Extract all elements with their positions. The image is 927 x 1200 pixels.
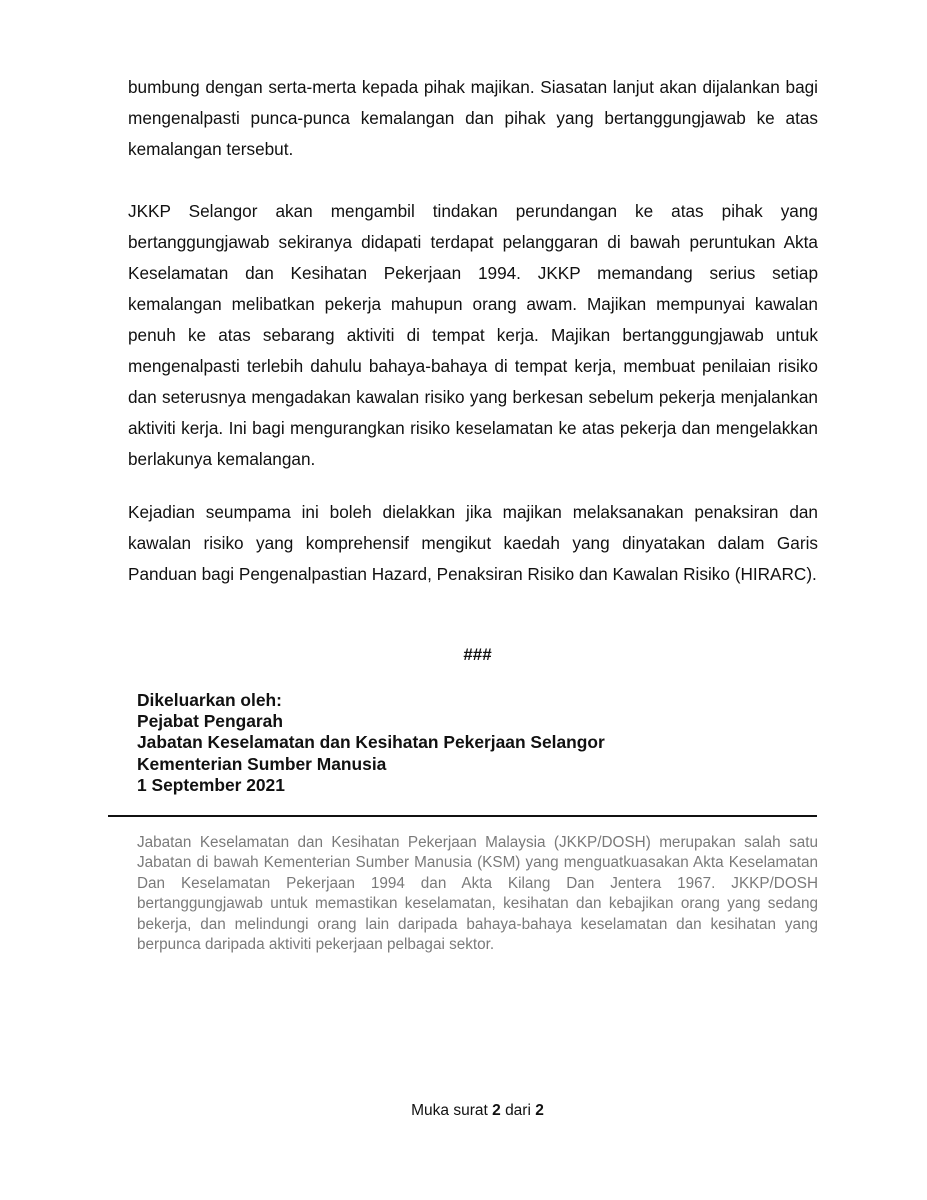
issuer-department: Jabatan Keselamatan dan Kesihatan Pekerjaan Selangor bbox=[137, 732, 605, 753]
section-divider bbox=[108, 815, 817, 817]
page-number-footer bbox=[0, 1102, 927, 1120]
issuer-label: Dikeluarkan oleh: bbox=[137, 690, 282, 710]
issue-date: 1 September 2021 bbox=[137, 774, 285, 795]
body-paragraph-2: JKKP Selangor akan mengambil tindakan perundangan ke atas pihak yang bertanggungjawab sekiranya didapati terdapat pelanggaran di bawah peruntukan Akta Keselamatan dan Kesihatan Pekerjaan 1994. JKKP memandang serius setiap kemalangan melibatkan pekerja mahupun orang awam. Majikan mempunyai kawalan penuh ke atas sebarang aktiviti di tempat kerja. Majikan bertanggungjawab untuk mengenalpasti terlebih dahulu bahaya-bahaya di tempat kerja, membuat penilaian risiko dan seterusnya mengadakan kawalan risiko yang berkesan sebelum pekerja menjalankan aktiviti kerja. Ini bagi mengurangkan risiko keselamatan ke atas pekerja dan mengelakkan berlakunya kemalangan. bbox=[128, 201, 818, 469]
issuer-block bbox=[137, 690, 817, 796]
issuer-ministry: Kementerian Sumber Manusia bbox=[137, 753, 387, 774]
body-paragraph-1: bumbung dengan serta-merta kepada pihak majikan. Siasatan lanjut akan dijalankan bagi mengenalpasti punca-punca kemalangan dan pihak yang bertanggungjawab ke atas kemalangan tersebut. bbox=[128, 77, 818, 159]
about-dosh-paragraph: Jabatan Keselamatan dan Kesihatan Pekerjaan Malaysia (JKKP/DOSH) merupakan salah satu Jabatan di bawah Kementerian Sumber Manusia (KSM) yang menguatkuasakan Akta Keselamatan Dan Keselamatan Pekerjaan 1994 dan Akta Kilang Dan Jentera 1967. JKKP/DOSH bertanggungjawab untuk memastikan keselamatan, kesihatan dan kebajikan orang yang sedang bekerja, dan melindungi orang lain daripada bahaya-bahaya keselamatan dan kesihatan yang berpunca daripada aktiviti pekerjaan pelbagai sektor. bbox=[137, 834, 818, 954]
footer-prefix: Muka surat bbox=[411, 1102, 488, 1119]
footer-separator: dari bbox=[505, 1102, 531, 1119]
end-of-text-mark: ### bbox=[463, 645, 492, 664]
issuer-office: Pejabat Pengarah bbox=[137, 711, 283, 732]
total-page-count: 2 bbox=[535, 1102, 544, 1119]
current-page-number: 2 bbox=[492, 1102, 501, 1119]
body-paragraph-3: Kejadian seumpama ini boleh dielakkan jika majikan melaksanakan penaksiran dan kawalan risiko yang komprehensif mengikut kaedah yang dinyatakan dalam Garis Panduan bagi Pengenalpastian Hazard, Penaksiran Risiko dan Kawalan Risiko (HIRARC). bbox=[128, 502, 818, 584]
